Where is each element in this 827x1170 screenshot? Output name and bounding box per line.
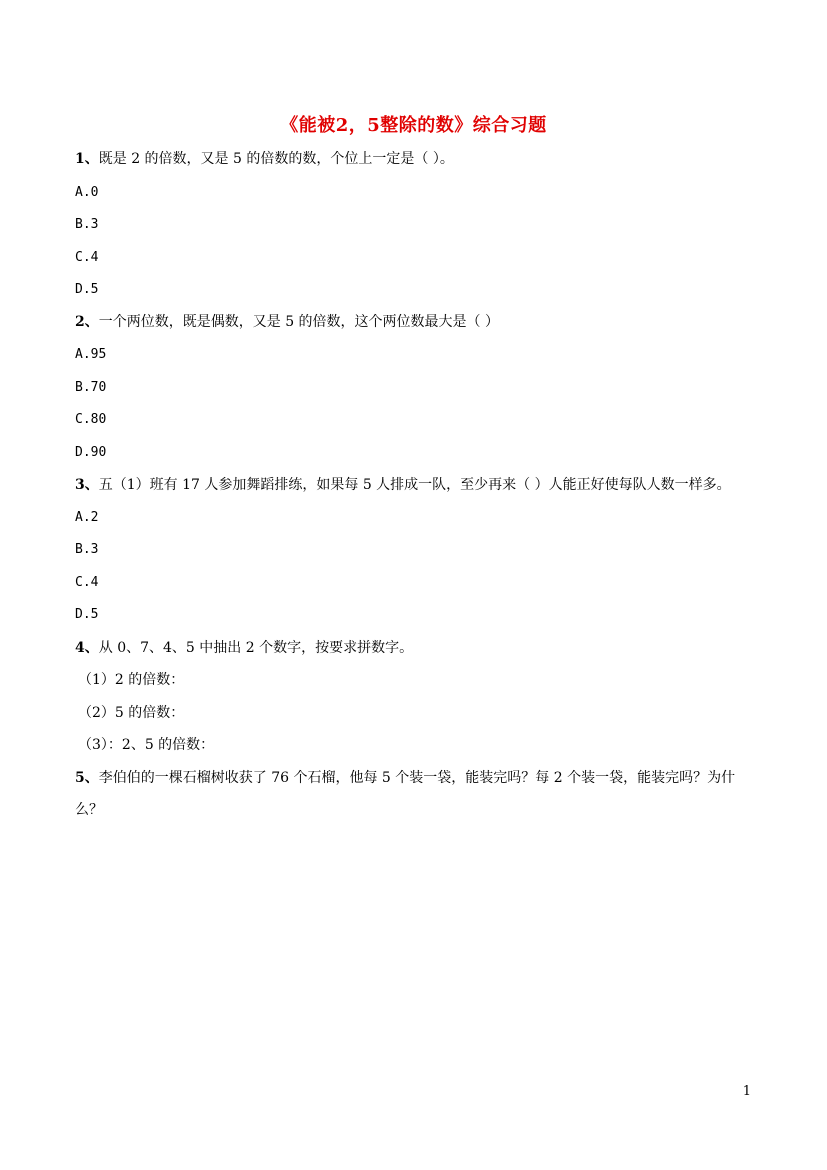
page-number: 1 (742, 1084, 751, 1099)
option-1c: C.4 (75, 250, 99, 265)
question-number: 3、 (75, 477, 99, 493)
question-text: 一个两位数，既是偶数，又是 5 的倍数，这个两位数最大是（ ） (98, 314, 500, 330)
subitem-4-3: （3）：2、5 的倍数： (78, 737, 215, 753)
question-text: 既是 2 的倍数，又是 5 的倍数的数，个位上一定是（ ）。 (98, 151, 454, 167)
option-1b: B.3 (75, 217, 99, 232)
option-1d: D.5 (75, 282, 99, 297)
option-3d: D.5 (75, 607, 99, 622)
question-2 (75, 312, 499, 332)
question-5 (75, 768, 735, 788)
question-number: 1、 (75, 151, 99, 167)
question-5-continuation: 么？ (75, 802, 103, 818)
document-title: 《能被2，5整除的数》综合习题 (280, 115, 547, 136)
subitem-4-2: （2）5 的倍数： (78, 705, 185, 721)
question-text: 五（1）班有 17 人参加舞蹈排练，如果每 5 人排成一队，至少再来（ ）人能正好使每队人数一样多。 (98, 477, 731, 493)
question-number: 5、 (75, 770, 99, 786)
option-2b: B.70 (75, 380, 107, 395)
option-2a: A.95 (75, 347, 107, 362)
option-3b: B.3 (75, 542, 99, 557)
question-4 (75, 638, 413, 658)
question-text: 李伯伯的一棵石榴树收获了 76 个石榴，他每 5 个装一袋，能装完吗？每 2 个装一袋，能装完吗？为什 (98, 770, 736, 786)
option-2c: C.80 (75, 412, 107, 427)
subitem-4-1: （1）2 的倍数： (78, 672, 185, 688)
question-number: 2、 (75, 314, 99, 330)
question-3 (75, 475, 731, 495)
question-1 (75, 149, 454, 169)
option-3a: A.2 (75, 510, 99, 525)
option-2d: D.90 (75, 445, 107, 460)
question-text: 从 0、7、4、5 中抽出 2 个数字，按要求拼数字。 (98, 640, 414, 656)
option-1a: A.0 (75, 185, 99, 200)
option-3c: C.4 (75, 575, 99, 590)
question-number: 4、 (75, 640, 99, 656)
